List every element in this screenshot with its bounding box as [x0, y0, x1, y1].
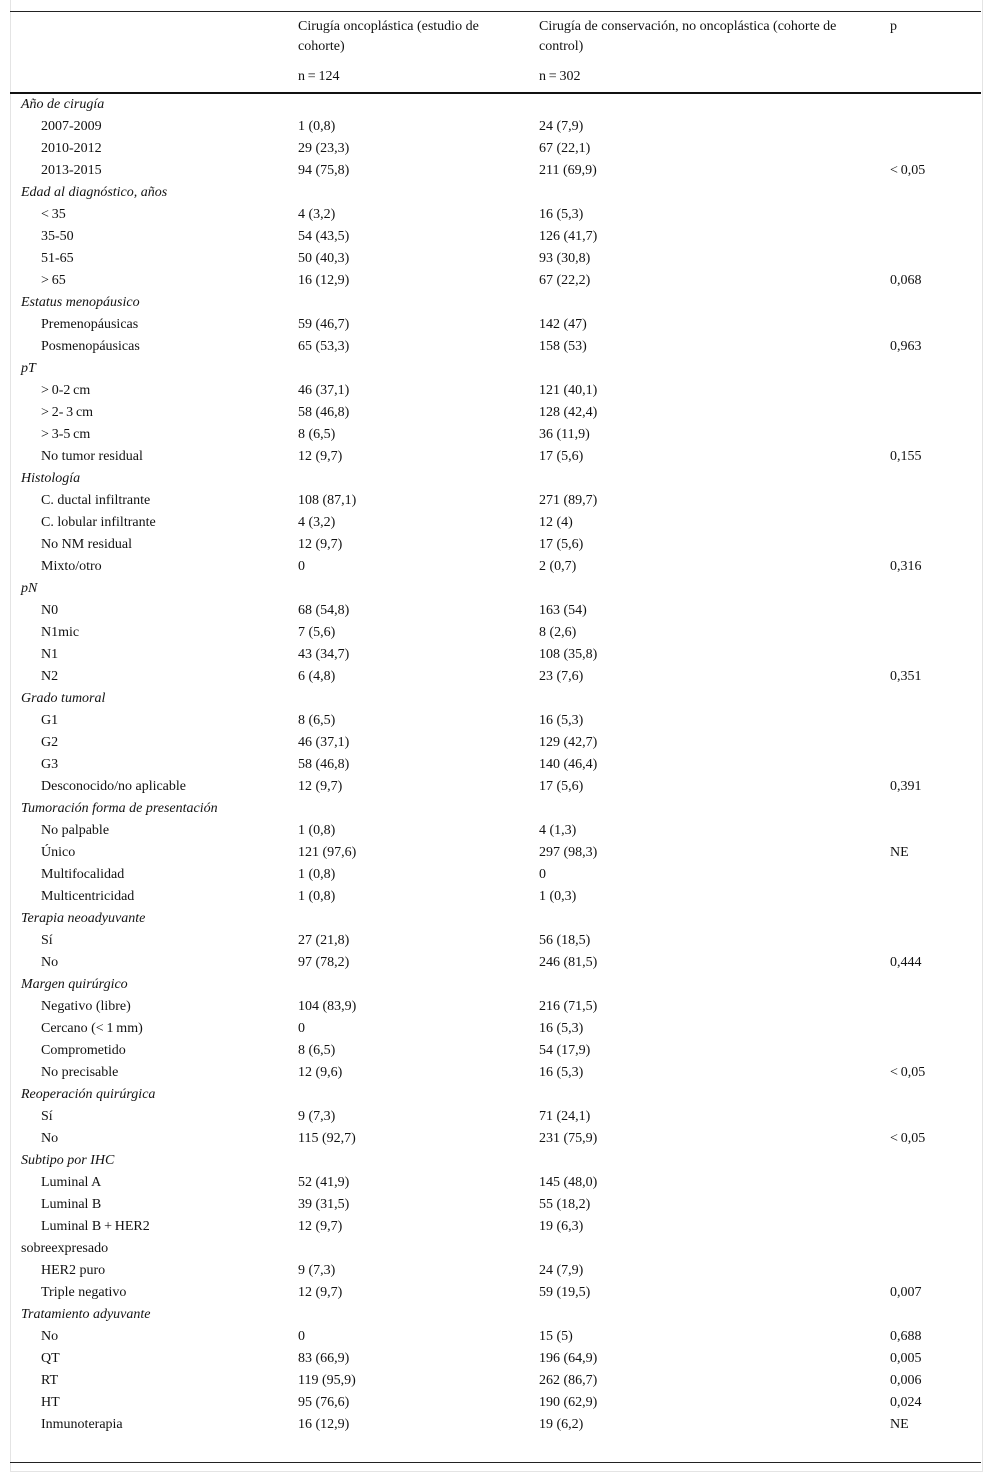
row-label: Subtipo por IHC	[21, 1153, 115, 1168]
value-control: 16 (5,3)	[539, 1021, 584, 1036]
value-oncoplastic: 12 (9,7)	[298, 537, 343, 552]
row-label: No	[41, 1131, 59, 1146]
table-row	[10, 930, 981, 952]
value-control: 19 (6,2)	[539, 1417, 584, 1432]
value-oncoplastic: 54 (43,5)	[298, 229, 350, 244]
row-label: C. lobular infiltrante	[41, 515, 156, 530]
table-row	[10, 644, 981, 666]
row-label: Terapia neoadyuvante	[21, 911, 146, 926]
row-label: Negativo (libre)	[41, 999, 131, 1014]
row-label: < 35	[41, 207, 66, 222]
row-label: Tratamiento adyuvante	[21, 1307, 151, 1322]
value-control: 211 (69,9)	[539, 163, 597, 178]
value-control: 16 (5,3)	[539, 1065, 584, 1080]
category-row	[10, 578, 981, 600]
category-row	[10, 94, 981, 116]
value-control: 4 (1,3)	[539, 823, 577, 838]
row-label: 2007-2009	[41, 119, 102, 134]
col-header-control: Cirugía de conservación, no oncoplástica (cohorte de control)	[539, 19, 837, 54]
table-row	[10, 314, 981, 336]
value-oncoplastic: 1 (0,8)	[298, 889, 336, 904]
value-p: NE	[890, 845, 909, 860]
value-oncoplastic: 8 (6,5)	[298, 713, 336, 728]
row-label: Tumoración forma de presentación	[21, 801, 218, 816]
value-control: 190 (62,9)	[539, 1395, 598, 1410]
value-p: 0,316	[890, 559, 922, 574]
row-label: Histología	[21, 471, 81, 486]
value-control: 67 (22,1)	[539, 141, 591, 156]
table-row	[10, 864, 981, 886]
table-row	[10, 1260, 981, 1282]
row-label: 2010-2012	[41, 141, 102, 156]
value-oncoplastic: 46 (37,1)	[298, 735, 350, 750]
value-control: 8 (2,6)	[539, 625, 577, 640]
category-row	[10, 974, 981, 996]
row-label: No NM residual	[41, 537, 132, 552]
table-row	[10, 820, 981, 842]
row-label: Luminal B + HER2 sobreexpresado	[21, 1219, 154, 1256]
row-label: G1	[41, 713, 59, 728]
table-row	[10, 1106, 981, 1128]
value-p: 0,068	[890, 273, 922, 288]
value-p: 0,444	[890, 955, 922, 970]
table-row	[10, 1370, 981, 1392]
value-p: 0,963	[890, 339, 922, 354]
table-row	[10, 622, 981, 644]
value-control: 36 (11,9)	[539, 427, 590, 442]
table-row	[10, 754, 981, 776]
row-label: Sí	[41, 933, 53, 948]
table-row	[10, 160, 981, 182]
value-oncoplastic: 115 (92,7)	[298, 1131, 356, 1146]
value-control: 19 (6,3)	[539, 1219, 584, 1234]
value-oncoplastic: 8 (6,5)	[298, 427, 336, 442]
row-label: Mixto/otro	[41, 559, 102, 574]
row-label: Multicentricidad	[41, 889, 135, 904]
col-header-oncoplastic: Cirugía oncoplástica (estudio de cohorte)	[298, 19, 479, 54]
value-control: 54 (17,9)	[539, 1043, 591, 1058]
value-oncoplastic: 9 (7,3)	[298, 1109, 336, 1124]
row-label: Premenopáusicas	[41, 317, 139, 332]
row-label: Reoperación quirúrgica	[21, 1087, 156, 1102]
table-row	[10, 204, 981, 226]
row-label: 51-65	[41, 251, 74, 266]
table-row	[10, 600, 981, 622]
row-label: No palpable	[41, 823, 110, 838]
row-label: pN	[21, 581, 38, 596]
value-control: 142 (47)	[539, 317, 587, 332]
table-row	[10, 226, 981, 248]
table-row	[10, 952, 981, 974]
value-oncoplastic: 97 (78,2)	[298, 955, 350, 970]
value-control: 196 (64,9)	[539, 1351, 598, 1366]
value-oncoplastic: 0	[298, 559, 305, 574]
value-control: 271 (89,7)	[539, 493, 598, 508]
row-label: No	[41, 955, 59, 970]
table-top-rule	[10, 11, 981, 12]
table-row	[10, 996, 981, 1018]
value-control: 56 (18,5)	[539, 933, 591, 948]
row-label: Grado tumoral	[21, 691, 106, 706]
value-control: 17 (5,6)	[539, 449, 584, 464]
value-control: 262 (86,7)	[539, 1373, 598, 1388]
value-oncoplastic: 59 (46,7)	[298, 317, 350, 332]
value-oncoplastic: 121 (97,6)	[298, 845, 357, 860]
table-row	[10, 842, 981, 864]
value-control: 1 (0,3)	[539, 889, 577, 904]
row-label: Desconocido/no aplicable	[41, 779, 187, 794]
table-row	[10, 776, 981, 798]
row-label: 35-50	[41, 229, 74, 244]
value-oncoplastic: 68 (54,8)	[298, 603, 350, 618]
table-row	[10, 1414, 981, 1436]
value-p: 0,024	[890, 1395, 922, 1410]
category-row	[10, 1150, 981, 1172]
row-label: > 65	[41, 273, 66, 288]
value-oncoplastic: 12 (9,7)	[298, 449, 343, 464]
value-oncoplastic: 8 (6,5)	[298, 1043, 336, 1058]
category-row	[10, 468, 981, 490]
value-oncoplastic: 83 (66,9)	[298, 1351, 350, 1366]
value-p: < 0,05	[890, 1065, 926, 1080]
table-bottom-rule	[10, 1462, 981, 1463]
table-row	[10, 1172, 981, 1194]
value-control: 24 (7,9)	[539, 1263, 584, 1278]
value-oncoplastic: 4 (3,2)	[298, 515, 336, 530]
value-control: 163 (54)	[539, 603, 587, 618]
row-label: Edad al diagnóstico, años	[21, 185, 168, 200]
category-row	[10, 1084, 981, 1106]
row-label: Triple negativo	[41, 1285, 127, 1300]
category-row	[10, 358, 981, 380]
table-row	[10, 1216, 981, 1260]
value-control: 67 (22,2)	[539, 273, 591, 288]
row-label: > 0-2 cm	[41, 383, 91, 398]
row-label: C. ductal infiltrante	[41, 493, 151, 508]
row-label: pT	[21, 361, 36, 376]
value-oncoplastic: 46 (37,1)	[298, 383, 350, 398]
value-p: < 0,05	[890, 163, 926, 178]
value-oncoplastic: 94 (75,8)	[298, 163, 350, 178]
value-p: 0,007	[890, 1285, 922, 1300]
table-row	[10, 1194, 981, 1216]
value-control: 16 (5,3)	[539, 713, 584, 728]
value-control: 145 (48,0)	[539, 1175, 598, 1190]
value-oncoplastic: 65 (53,3)	[298, 339, 350, 354]
row-label: QT	[41, 1351, 60, 1366]
value-control: 17 (5,6)	[539, 537, 584, 552]
col-header-p: p	[890, 19, 897, 34]
value-oncoplastic: 58 (46,8)	[298, 405, 350, 420]
value-control: 59 (19,5)	[539, 1285, 591, 1300]
row-label: Único	[41, 845, 76, 860]
table-row	[10, 424, 981, 446]
value-oncoplastic: 12 (9,7)	[298, 779, 343, 794]
row-label: > 2- 3 cm	[41, 405, 94, 420]
value-oncoplastic: 52 (41,9)	[298, 1175, 350, 1190]
value-control: 71 (24,1)	[539, 1109, 591, 1124]
col-header-oncoplastic-n: n = 124	[298, 69, 340, 84]
row-label: Comprometido	[41, 1043, 126, 1058]
table-row	[10, 336, 981, 358]
table-row	[10, 1326, 981, 1348]
table-row	[10, 710, 981, 732]
value-control: 16 (5,3)	[539, 207, 584, 222]
row-label: N1	[41, 647, 59, 662]
row-label: Cercano (< 1 mm)	[41, 1021, 143, 1036]
table-row	[10, 446, 981, 468]
value-oncoplastic: 12 (9,7)	[298, 1285, 343, 1300]
value-oncoplastic: 108 (87,1)	[298, 493, 357, 508]
table-row	[10, 1392, 981, 1414]
value-control: 231 (75,9)	[539, 1131, 598, 1146]
value-p: 0,351	[890, 669, 922, 684]
value-control: 17 (5,6)	[539, 779, 584, 794]
value-oncoplastic: 16 (12,9)	[298, 273, 350, 288]
value-oncoplastic: 43 (34,7)	[298, 647, 350, 662]
table-row	[10, 666, 981, 688]
value-oncoplastic: 104 (83,9)	[298, 999, 357, 1014]
table-row	[10, 732, 981, 754]
row-label: Inmunoterapia	[41, 1417, 123, 1432]
row-label: Luminal A	[41, 1175, 102, 1190]
value-oncoplastic: 12 (9,6)	[298, 1065, 343, 1080]
table-row	[10, 270, 981, 292]
row-label: Estatus menopáusico	[21, 295, 140, 310]
value-oncoplastic: 4 (3,2)	[298, 207, 336, 222]
row-label: > 3-5 cm	[41, 427, 91, 442]
row-label: No tumor residual	[41, 449, 143, 464]
value-oncoplastic: 1 (0,8)	[298, 119, 336, 134]
value-oncoplastic: 7 (5,6)	[298, 625, 336, 640]
row-label: Margen quirúrgico	[21, 977, 128, 992]
value-control: 297 (98,3)	[539, 845, 598, 860]
value-oncoplastic: 1 (0,8)	[298, 867, 336, 882]
category-row	[10, 292, 981, 314]
table-row	[10, 886, 981, 908]
value-p: 0,005	[890, 1351, 922, 1366]
category-row	[10, 182, 981, 204]
value-control: 140 (46,4)	[539, 757, 598, 772]
value-control: 55 (18,2)	[539, 1197, 591, 1212]
row-label: G3	[41, 757, 59, 772]
value-oncoplastic: 58 (46,8)	[298, 757, 350, 772]
table-row	[10, 490, 981, 512]
table-row	[10, 1282, 981, 1304]
value-oncoplastic: 27 (21,8)	[298, 933, 350, 948]
row-label: N0	[41, 603, 59, 618]
table-row	[10, 1018, 981, 1040]
value-oncoplastic: 39 (31,5)	[298, 1197, 350, 1212]
row-label: N1mic	[41, 625, 80, 640]
category-row	[10, 1304, 981, 1326]
value-oncoplastic: 50 (40,3)	[298, 251, 350, 266]
value-control: 24 (7,9)	[539, 119, 584, 134]
row-label: RT	[41, 1373, 59, 1388]
value-oncoplastic: 119 (95,9)	[298, 1373, 356, 1388]
table-row	[10, 534, 981, 556]
value-control: 23 (7,6)	[539, 669, 584, 684]
value-control: 128 (42,4)	[539, 405, 598, 420]
value-control: 15 (5)	[539, 1329, 573, 1344]
table-row	[10, 116, 981, 138]
value-p: < 0,05	[890, 1131, 926, 1146]
value-control: 216 (71,5)	[539, 999, 598, 1014]
table-row	[10, 248, 981, 270]
table-row	[10, 512, 981, 534]
row-label: No precisable	[41, 1065, 119, 1080]
value-oncoplastic: 16 (12,9)	[298, 1417, 350, 1432]
value-oncoplastic: 95 (76,6)	[298, 1395, 350, 1410]
value-oncoplastic: 0	[298, 1329, 305, 1344]
table-row	[10, 1040, 981, 1062]
category-row	[10, 688, 981, 710]
row-label: Año de cirugía	[21, 97, 105, 112]
value-p: 0,006	[890, 1373, 922, 1388]
table-row	[10, 556, 981, 578]
row-label: HT	[41, 1395, 60, 1410]
value-oncoplastic: 1 (0,8)	[298, 823, 336, 838]
value-p: 0,155	[890, 449, 922, 464]
row-label: Luminal B	[41, 1197, 102, 1212]
value-oncoplastic: 9 (7,3)	[298, 1263, 336, 1278]
row-label: Sí	[41, 1109, 53, 1124]
value-control: 121 (40,1)	[539, 383, 598, 398]
row-label: Posmenopáusicas	[41, 339, 140, 354]
value-control: 2 (0,7)	[539, 559, 577, 574]
value-control: 93 (30,8)	[539, 251, 591, 266]
value-control: 246 (81,5)	[539, 955, 598, 970]
value-oncoplastic: 12 (9,7)	[298, 1219, 343, 1234]
value-control: 129 (42,7)	[539, 735, 598, 750]
value-oncoplastic: 0	[298, 1021, 305, 1036]
row-label: No	[41, 1329, 59, 1344]
table-row	[10, 402, 981, 424]
row-label: HER2 puro	[41, 1263, 106, 1278]
table-row	[10, 1128, 981, 1150]
value-control: 12 (4)	[539, 515, 573, 530]
category-row	[10, 798, 981, 820]
value-control: 0	[539, 867, 546, 882]
value-p: 0,688	[890, 1329, 922, 1344]
table-row	[10, 1062, 981, 1084]
value-p: NE	[890, 1417, 909, 1432]
row-label: Multifocalidad	[41, 867, 125, 882]
value-control: 126 (41,7)	[539, 229, 598, 244]
table-row	[10, 138, 981, 160]
category-row	[10, 908, 981, 930]
value-p: 0,391	[890, 779, 922, 794]
value-control: 158 (53)	[539, 339, 587, 354]
row-label: 2013-2015	[41, 163, 102, 178]
col-header-control-n: n = 302	[539, 69, 581, 84]
value-oncoplastic: 6 (4,8)	[298, 669, 336, 684]
row-label: G2	[41, 735, 59, 750]
table-row	[10, 1348, 981, 1370]
table-row	[10, 380, 981, 402]
value-control: 108 (35,8)	[539, 647, 598, 662]
row-label: N2	[41, 669, 59, 684]
value-oncoplastic: 29 (23,3)	[298, 141, 350, 156]
